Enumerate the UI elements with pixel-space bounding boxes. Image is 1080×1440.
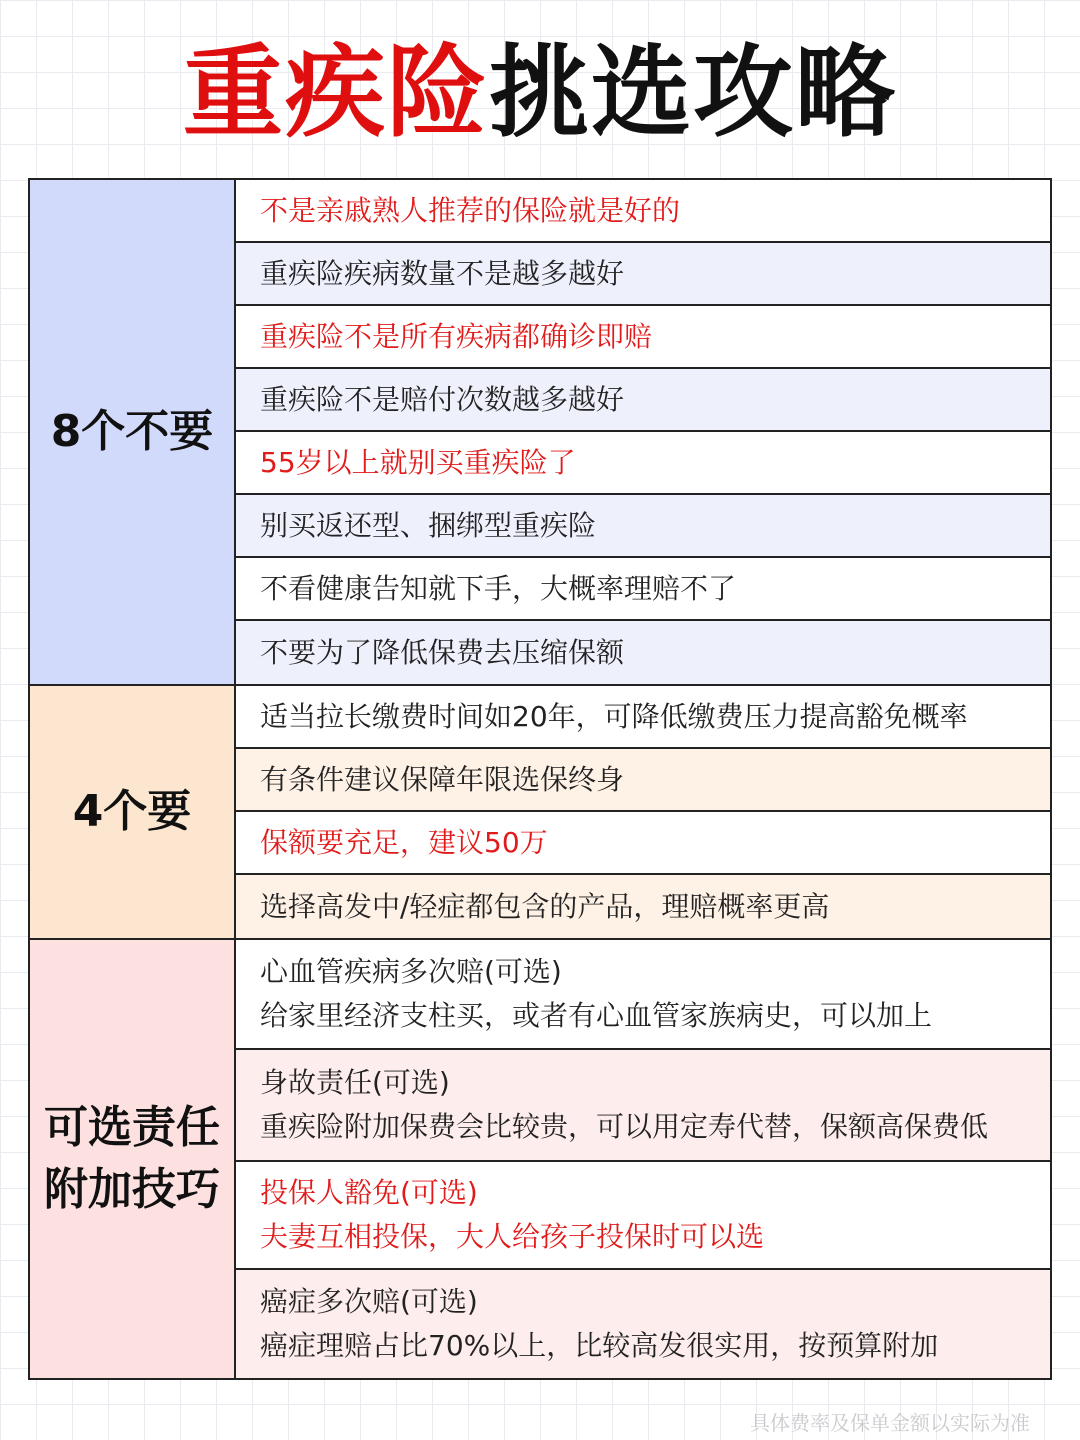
page-title — [0, 34, 1080, 151]
item-text: 重疾险不是赔付次数越多越好 — [260, 382, 625, 416]
item-text: 给家里经济支柱买，或者有心血管家族病史，可以加上 — [260, 999, 933, 1032]
item-heading: 癌症多次赔(可选) — [260, 1285, 478, 1318]
section-label — [30, 180, 236, 684]
section-rows — [236, 940, 1050, 1378]
item-text: 55岁以上就别买重疾险了 — [260, 445, 576, 479]
section-label-line: 可选责任 — [44, 1102, 220, 1153]
item-text: 重疾险疾病数量不是越多越好 — [260, 256, 625, 290]
list-item — [236, 558, 1050, 621]
list-item — [236, 180, 1050, 243]
list-item — [236, 621, 1050, 684]
footer-disclaimer: 具体费率及保单金额以实际为准 — [750, 1411, 1030, 1435]
list-item — [236, 495, 1050, 558]
section-4-dos — [30, 686, 1050, 940]
list-item — [236, 432, 1050, 495]
item-text: 选择高发中/轻症都包含的产品，理赔概率更高 — [260, 889, 830, 923]
list-item — [236, 306, 1050, 369]
list-item — [236, 686, 1050, 749]
item-text: 不是亲戚熟人推荐的保险就是好的 — [260, 193, 681, 227]
list-item — [236, 940, 1050, 1050]
guide-table — [28, 178, 1052, 1380]
item-heading: 身故责任(可选) — [260, 1066, 450, 1099]
item-text: 保额要充足，建议50万 — [260, 825, 548, 859]
item-text: 夫妻互相投保，大人给孩子投保时可以选 — [260, 1220, 765, 1253]
section-label — [30, 686, 236, 938]
item-text: 癌症理赔占比70%以上，比较高发很实用，按预算附加 — [260, 1329, 939, 1362]
section-label-line: 8个不要 — [50, 406, 214, 457]
item-text: 重疾险不是所有疾病都确诊即赔 — [260, 319, 653, 353]
list-item — [236, 875, 1050, 938]
list-item — [236, 1050, 1050, 1162]
title-highlight: 重疾险 — [183, 34, 489, 151]
item-text: 适当拉长缴费时间如20年，可降低缴费压力提高豁免概率 — [260, 699, 968, 733]
section-label-line: 4个要 — [72, 786, 192, 837]
item-text: 有条件建议保障年限选保终身 — [260, 762, 625, 796]
section-optional-riders — [30, 940, 1050, 1378]
list-item — [236, 243, 1050, 306]
item-text: 不看健康告知就下手，大概率理赔不了 — [260, 571, 737, 605]
section-rows — [236, 180, 1050, 684]
list-item — [236, 1270, 1050, 1378]
section-label — [30, 940, 236, 1378]
list-item — [236, 749, 1050, 812]
item-heading: 心血管疾病多次赔(可选) — [260, 955, 562, 988]
item-text: 重疾险附加保费会比较贵，可以用定寿代替，保额高保费低 — [260, 1110, 989, 1143]
section-label-line: 附加技巧 — [44, 1164, 220, 1215]
item-heading: 投保人豁免(可选) — [260, 1176, 478, 1209]
list-item — [236, 1162, 1050, 1270]
section-rows — [236, 686, 1050, 938]
title-rest: 挑选攻略 — [489, 34, 897, 151]
item-text: 别买返还型、捆绑型重疾险 — [260, 508, 597, 542]
item-text: 不要为了降低保费去压缩保额 — [260, 635, 625, 669]
list-item — [236, 812, 1050, 875]
section-8-donts — [30, 180, 1050, 686]
list-item — [236, 369, 1050, 432]
